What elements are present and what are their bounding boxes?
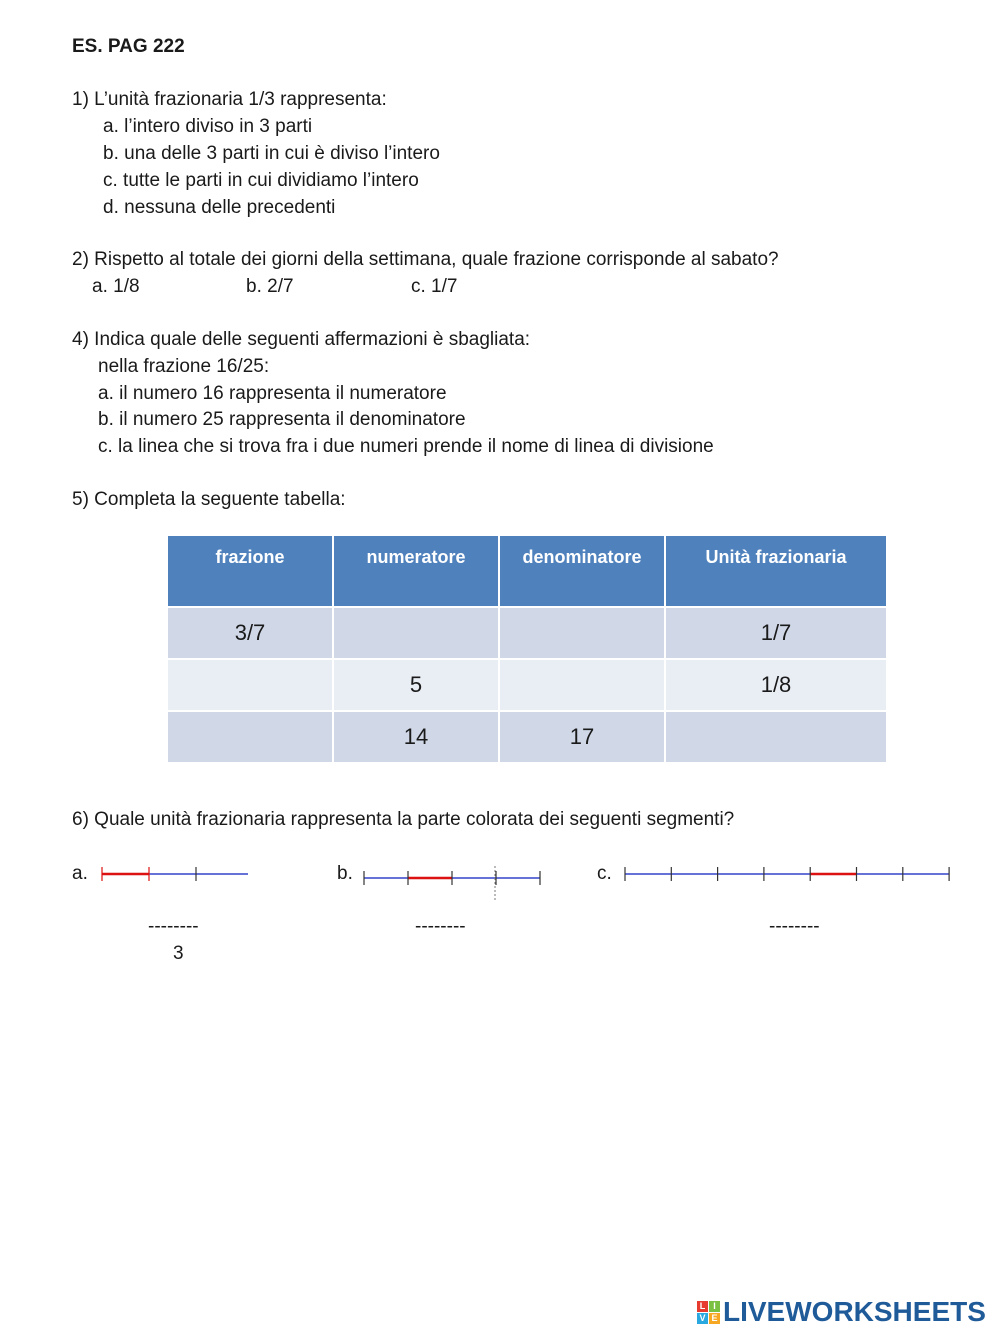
q4-subtitle: nella frazione 16/25:	[98, 356, 270, 377]
cell-frazione[interactable]	[167, 659, 333, 711]
cell-numeratore[interactable]	[333, 607, 499, 659]
badge-letter: E	[709, 1313, 720, 1324]
page-title: ES. PAG 222	[72, 36, 185, 57]
cell-numeratore[interactable]: 14	[333, 711, 499, 763]
cell-denominatore[interactable]	[499, 607, 665, 659]
cell-denominatore[interactable]: 17	[499, 711, 665, 763]
cell-unita[interactable]: 1/7	[665, 607, 887, 659]
segment-a-answer-value: 3	[173, 943, 184, 964]
header-unita-frazionaria: Unità frazionaria	[665, 535, 887, 607]
table-header-row	[167, 535, 887, 607]
q1-question: 1) L’unità frazionaria 1/3 rappresenta:	[72, 89, 387, 110]
table-row	[167, 711, 887, 763]
q2-question: 2) Rispetto al totale dei giorni della settimana, quale frazione corrisponde al sabato?	[72, 249, 779, 270]
segment-a-label: a.	[72, 863, 88, 884]
segment-c	[620, 864, 955, 884]
segment-c-label: c.	[597, 863, 612, 884]
q2-option-a[interactable]: a. 1/8	[92, 276, 140, 297]
liveworksheets-logo	[697, 1296, 986, 1328]
q1-option-a[interactable]: a. l’intero diviso in 3 parti	[103, 116, 313, 137]
segment-c-answer-line[interactable]: --------	[769, 916, 820, 937]
q6-question: 6) Quale unità frazionaria rappresenta la parte colorata dei seguenti segmenti?	[72, 809, 735, 830]
cell-numeratore[interactable]: 5	[333, 659, 499, 711]
table-row	[167, 659, 887, 711]
q4-option-a[interactable]: a. il numero 16 rappresenta il numeratore	[98, 383, 447, 404]
q1-option-c[interactable]: c. tutte le parti in cui dividiamo l’intero	[103, 170, 419, 191]
segment-b	[358, 864, 548, 904]
q1-option-d[interactable]: d. nessuna delle precedenti	[103, 197, 336, 218]
cell-unita[interactable]: 1/8	[665, 659, 887, 711]
header-denominatore: denominatore	[499, 535, 665, 607]
cell-unita[interactable]	[665, 711, 887, 763]
segment-b-answer-line[interactable]: --------	[415, 916, 466, 937]
q4-question: 4) Indica quale delle seguenti affermazioni è sbagliata:	[72, 329, 531, 350]
table-row	[167, 607, 887, 659]
segment-a	[98, 864, 248, 884]
q2-option-b[interactable]: b. 2/7	[246, 276, 294, 297]
liveworksheets-wordmark: LIVEWORKSHEETS	[723, 1296, 986, 1327]
cell-frazione[interactable]	[167, 711, 333, 763]
segment-b-label: b.	[337, 863, 353, 884]
header-numeratore: numeratore	[333, 535, 499, 607]
q2-option-c[interactable]: c. 1/7	[411, 276, 458, 297]
q4-option-c[interactable]: c. la linea che si trova fra i due numeri prende il nome di linea di divisione	[98, 436, 714, 457]
segment-a-answer-line[interactable]: --------	[148, 916, 199, 937]
header-frazione: frazione	[167, 535, 333, 607]
cell-frazione[interactable]: 3/7	[167, 607, 333, 659]
badge-letter: V	[697, 1313, 708, 1324]
liveworksheets-badge	[697, 1301, 720, 1324]
q5-question: 5) Completa la seguente tabella:	[72, 489, 346, 510]
q4-option-b[interactable]: b. il numero 25 rappresenta il denominatore	[98, 409, 466, 430]
fraction-table	[166, 534, 888, 764]
badge-letter: L	[697, 1301, 708, 1312]
badge-letter: I	[709, 1301, 720, 1312]
cell-denominatore[interactable]	[499, 659, 665, 711]
q1-option-b[interactable]: b. una delle 3 parti in cui è diviso l’intero	[103, 143, 440, 164]
